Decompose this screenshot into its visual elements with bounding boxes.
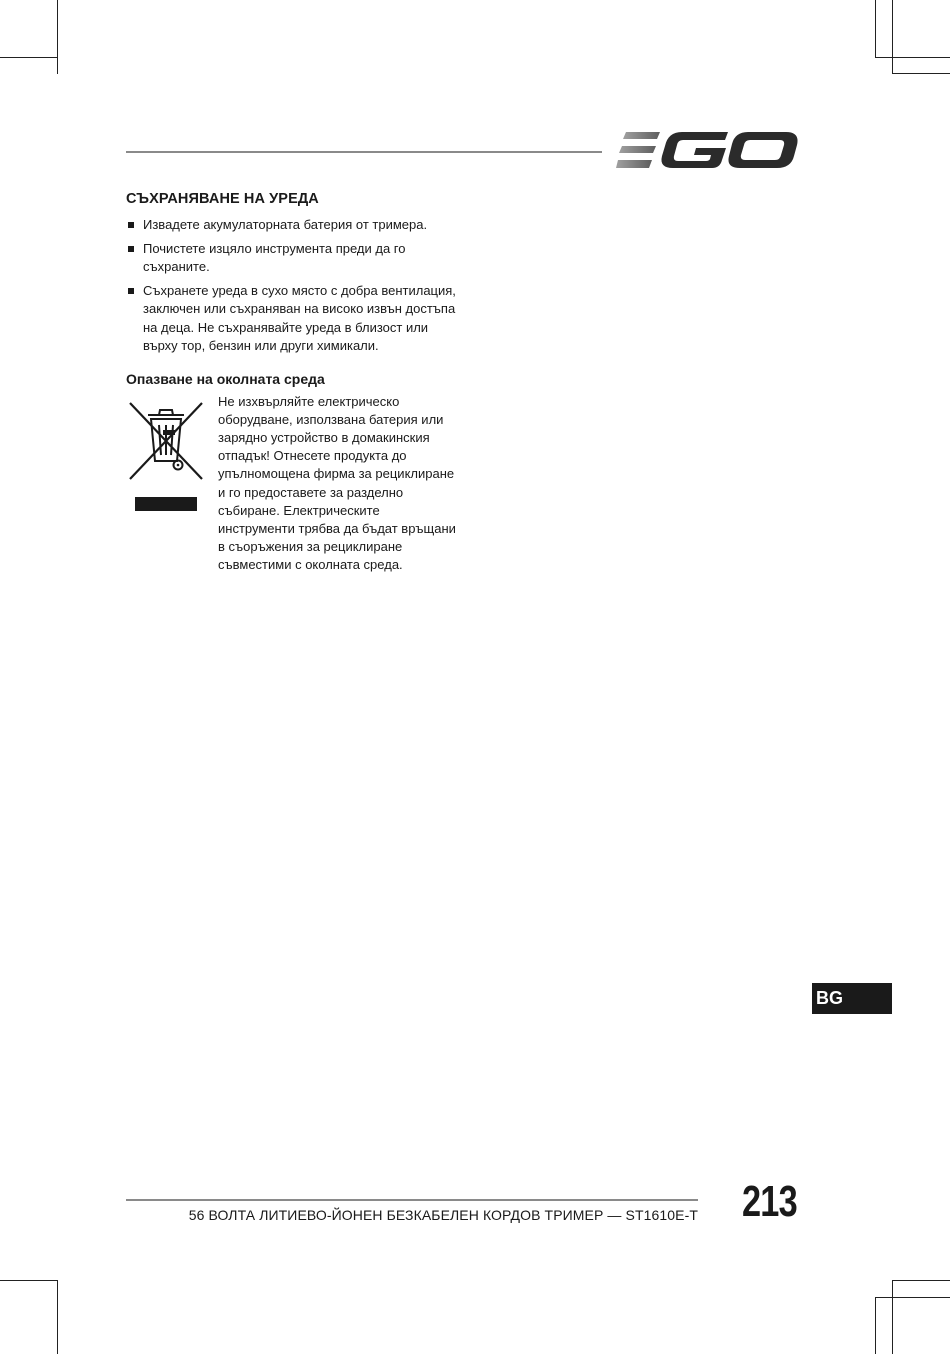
page-number: 213 xyxy=(742,1177,797,1226)
bullet-square-icon xyxy=(128,222,134,228)
footer-title: 56 ВОЛТА ЛИТИЕВО-ЙОНЕН БЕЗКАБЕЛЕН КОРДОВ ТРИМЕР — ST1610E-T xyxy=(188,1207,698,1223)
storage-heading: СЪХРАНЯВАНЕ НА УРЕДА xyxy=(126,191,319,207)
list-item: Извадете акумулаторната батерия от тримера. xyxy=(126,216,456,235)
list-item: Почистете изцяло инструмента преди да го съхраните. xyxy=(126,240,456,277)
crop-mark xyxy=(892,73,950,74)
environment-text: Не изхвърляйте електрическо оборудване, използвана батерия или зарядно устройство в домакинския отпадък! Отнесете продукта до упълномощена фирма за рециклиране и го предоставете за разделно събиране. Електрическите инструменти трябва да бъдат връщани в съоръжения за рециклиране съвместими с околната среда. xyxy=(218,393,456,573)
footer-rule xyxy=(126,1199,698,1201)
crop-mark xyxy=(875,1297,876,1354)
crop-mark xyxy=(0,57,58,58)
bullet-square-icon xyxy=(128,246,134,252)
crop-mark xyxy=(57,0,58,74)
crop-mark xyxy=(57,1280,58,1354)
environment-heading: Опазване на околната среда xyxy=(126,370,325,387)
environment-section xyxy=(126,393,456,593)
list-item: Съхранете уреда в сухо място с добра вентилация, заключен или съхраняван на високо извън достъпа на деца. Не съхранявайте уреда в близост или върху тор, бензин или други химикали. xyxy=(126,282,456,356)
crop-mark xyxy=(875,0,876,58)
crop-mark xyxy=(892,1280,893,1354)
header-rule xyxy=(126,151,602,153)
weee-crossed-bin-icon xyxy=(126,397,206,517)
crop-mark xyxy=(875,57,950,58)
ego-logo xyxy=(616,128,800,172)
crop-mark xyxy=(892,1280,950,1281)
crop-mark xyxy=(875,1297,950,1298)
crop-mark xyxy=(0,1280,58,1281)
crop-mark xyxy=(892,0,893,74)
language-badge: BG xyxy=(812,983,892,1014)
bullet-square-icon xyxy=(128,288,134,294)
storage-list xyxy=(126,216,456,356)
main-content xyxy=(126,188,456,593)
